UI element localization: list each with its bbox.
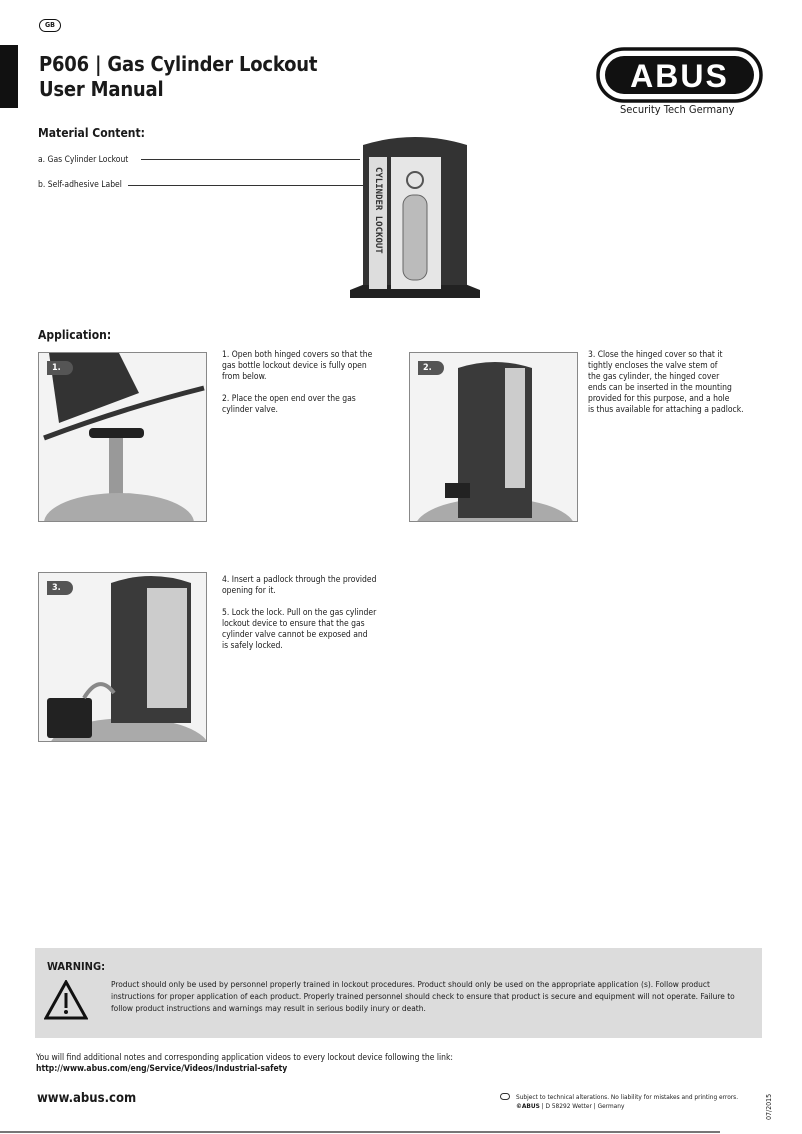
company-address: | D 58292 Wetter | Germany <box>539 1102 625 1110</box>
bottom-rule <box>0 1131 720 1133</box>
svg-text:ABUS: ABUS <box>630 58 729 94</box>
padlocked-lockout-illustration <box>39 573 207 742</box>
title-line-2: User Manual <box>39 77 164 101</box>
abus-logo <box>596 47 763 103</box>
svg-text:CYLINDER LOCKOUT: CYLINDER LOCKOUT <box>373 167 383 254</box>
figure-number: 1. <box>47 361 73 375</box>
print-date: 07/2015 <box>765 1093 773 1120</box>
warning-triangle-icon <box>44 980 88 1020</box>
figure-2 <box>409 352 578 522</box>
material-item-a: a. Gas Cylinder Lockout <box>38 155 129 165</box>
language-badge: GB <box>39 19 61 32</box>
company-brand: ©ABUS <box>516 1102 540 1110</box>
figure-number: 3. <box>47 581 73 595</box>
language-tab-marker <box>0 45 18 108</box>
tagline: Security Tech Germany <box>620 103 735 116</box>
figure-1 <box>38 352 207 522</box>
leader-line <box>141 159 360 160</box>
material-item-b: b. Self-adhesive Label <box>38 180 122 190</box>
company-info <box>516 1102 624 1110</box>
steps-4-5: 4. Insert a padlock through the provided opening for it. 5. Lock the lock. Pull on the gas cylinder lockout device to ensure that the gas cylinder valve cannot be exposed and is safely locked. <box>222 575 377 651</box>
disclaimer: Subject to technical alterations. No liability for mistakes and printing errors. <box>516 1093 739 1101</box>
title-line-1: P606 | Gas Cylinder Lockout <box>39 52 318 76</box>
figure-number: 2. <box>418 361 444 375</box>
application-heading: Application: <box>38 328 112 342</box>
closed-lockout-illustration <box>410 353 578 522</box>
step-3: 3. Close the hinged cover so that it tightly encloses the valve stem of the gas cylinder, the hinged cover ends can be inserted in the mounting provided for this purpose, and a hole is thus available for attaching a padlock. <box>588 350 744 415</box>
video-link[interactable]: http://www.abus.com/eng/Service/Videos/Industrial-safety <box>36 1064 288 1074</box>
steps-1-2: 1. Open both hinged covers so that the gas bottle lockout device is fully open from below. 2. Place the open end over the gas cylinder valve. <box>222 350 373 415</box>
footer-note: You will find additional notes and corresponding application videos to every lockout device following the link: <box>36 1053 453 1063</box>
page-title <box>39 52 317 102</box>
figure-3 <box>38 572 207 742</box>
warning-box <box>35 948 762 1038</box>
open-lockout-illustration <box>39 353 207 522</box>
warning-text: Product should only be used by personnel properly trained in lockout procedures. Product should only be used on the appropriate application (s). Follow product instructions for proper application of each product. Properly trained personnel should check to ensure that product is secure and equipment will not operate. Failure to follow product instructions and warnings may result in serious bodily inury or death. <box>111 979 735 1013</box>
website[interactable]: www.abus.com <box>37 1091 137 1106</box>
product-image <box>345 135 485 303</box>
gb-mini-icon <box>500 1093 510 1100</box>
warning-heading: WARNING: <box>47 960 106 973</box>
material-heading: Material Content: <box>38 126 145 140</box>
